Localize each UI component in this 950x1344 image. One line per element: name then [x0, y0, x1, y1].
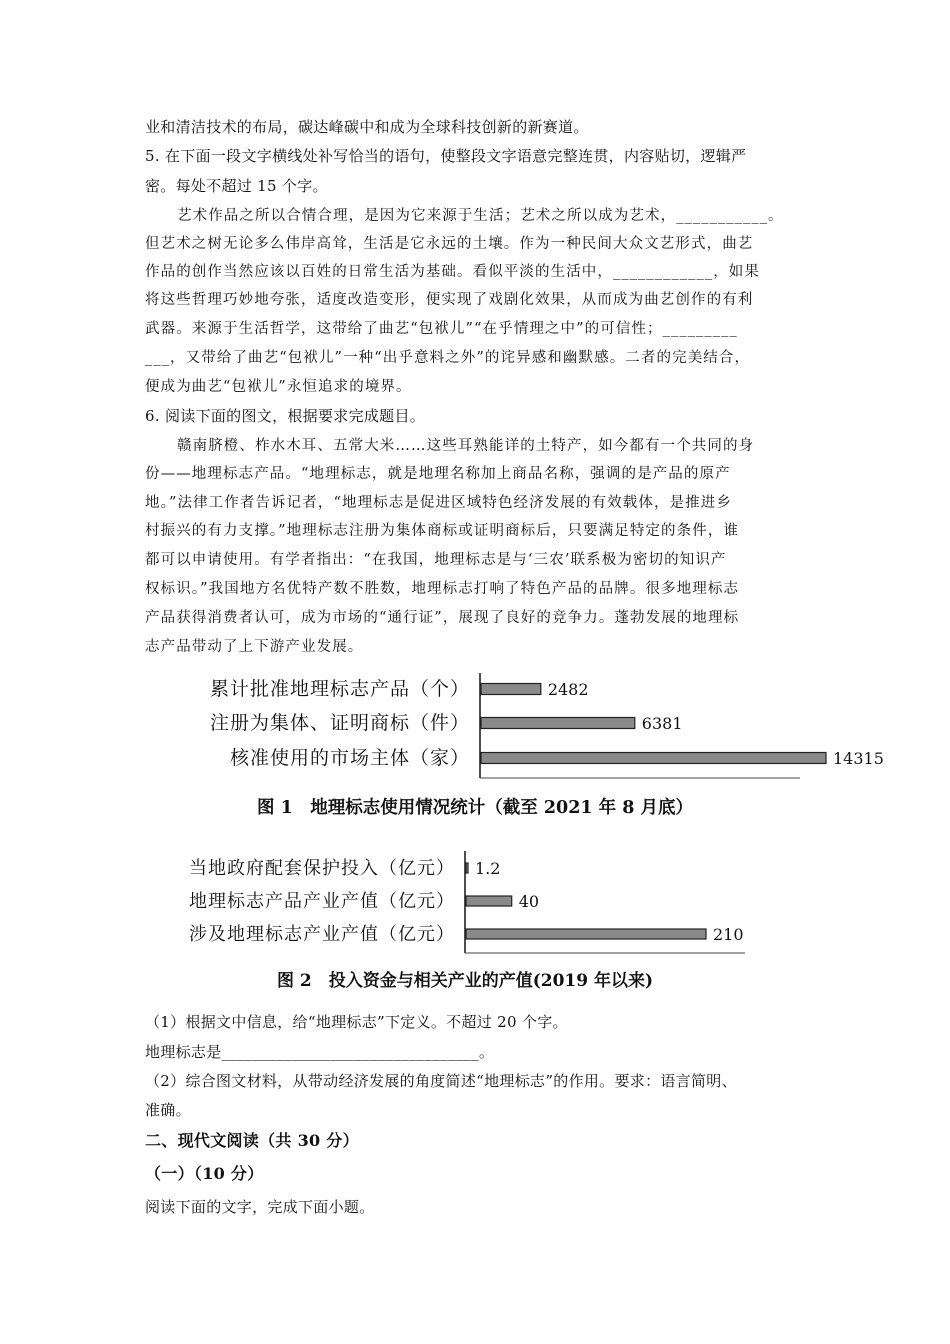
- reading-line-2: 份——地理标志产品。“地理标志，就是地理名称加上商品名称，强调的是产品的原产: [145, 466, 731, 482]
- chart-2-category-label: 当地政府配套保护投入（亿元）: [189, 858, 455, 879]
- passage-line-6: ___，又带给了曲艺“包袱儿”一种“出乎意料之外”的诧异感和幽默感。二者的完美结合，: [145, 350, 751, 366]
- question-5-prompt-cont: 密。每处不超过 15 个字。: [145, 177, 328, 195]
- question-5-prompt: 5. 在下面一段文字横线处补写恰当的语句，使整段文字语意完整连贯，内容贴切，逻辑严: [145, 147, 747, 165]
- chart-2-value-label: 40: [518, 892, 540, 911]
- chart-2-category-label: 涉及地理标志产业产值（亿元）: [189, 924, 455, 945]
- passage-line-4: 将这些哲理巧妙地夸张，适度改造变形，便实现了戏剧化效果，从而成为曲艺创作的有利: [145, 292, 754, 308]
- passage-line-2: 但艺术之树无论多么伟岸高耸，生活是它永远的土壤。作为一种民间大众文艺形式，曲艺: [145, 236, 754, 252]
- chart-2-bar: [466, 896, 512, 906]
- passage-line-1: 艺术作品之所以合情合理，是因为它来源于生活；艺术之所以成为艺术，___________。: [177, 208, 784, 224]
- figure-2-svg: [145, 843, 805, 1003]
- passage-line-5: 武器。来源于生活哲学，这带给了曲艺“包袱儿”“在乎情理之中”的可信性；_________: [145, 321, 738, 337]
- figure-2-chart: [145, 843, 805, 1003]
- subquestion-2: （2）综合图文材料，从带动经济发展的角度简述“地理标志”的作用。要求：语言简明、: [145, 1072, 737, 1090]
- subquestion-1: （1）根据文中信息，给“地理标志”下定义。不超过 20 个字。: [145, 1013, 568, 1031]
- chart-2-value-label: 210: [713, 925, 744, 944]
- reading-instruction: 阅读下面的文字，完成下面小题。: [145, 1198, 375, 1216]
- text-line-intro: 业和清洁技术的布局，碳达峰碳中和成为全球科技创新的新赛道。: [145, 118, 589, 136]
- reading-line-5: 都可以申请使用。有学者指出：“在我国，地理标志是与‘三农’联系极为密切的知识产: [145, 552, 727, 568]
- chart-1-category-label: 累计批准地理标志产品（个）: [209, 678, 470, 700]
- chart-1-value-label: 2482: [547, 680, 589, 699]
- reading-line-4: 村振兴的有力支撑。”地理标志注册为集体商标或证明商标后，只要满足特定的条件，谁: [145, 523, 740, 539]
- reading-line-1: 赣南脐橙、柞水木耳、五常大米……这些耳熟能详的土特产，如今都有一个共同的身: [177, 438, 755, 454]
- reading-line-6: 权标识。”我国地方名优特产数不胜数，地理标志打响了特色产品的品牌。很多地理标志: [145, 581, 740, 597]
- subsection-heading: （一）（10 分）: [145, 1164, 264, 1183]
- chart-2-bar: [466, 929, 706, 939]
- passage-line-7: 便成为曲艺“包袱儿”永恒追求的境界。: [145, 379, 412, 395]
- subquestion-2-cont: 准确。: [145, 1101, 191, 1119]
- reading-line-3: 地。”法律工作者告诉记者，“地理标志是促进区域特色经济发展的有效载体，是推进乡: [145, 495, 732, 511]
- chart-1-title: 图 1 地理标志使用情况统计（截至 2021 年 8 月底）: [256, 798, 694, 818]
- figure-1-chart: [145, 665, 884, 830]
- passage-line-3: 作品的创作当然应该以百姓的日常生活为基础。看似平淡的生活中，____________，如果: [145, 264, 760, 280]
- section-heading: 二、现代文阅读（共 30 分）: [145, 1131, 359, 1150]
- chart-1-value-label: 14315: [833, 749, 884, 768]
- chart-1-category-label: 注册为集体、证明商标（件）: [209, 712, 470, 734]
- chart-1-category-label: 核准使用的市场主体（家）: [229, 747, 470, 769]
- chart-1-bar: [481, 753, 826, 764]
- chart-1-bar: [481, 718, 635, 729]
- chart-2-bar: [466, 863, 468, 873]
- question-6-prompt: 6. 阅读下面的图文，根据要求完成题目。: [145, 407, 426, 425]
- chart-2-title: 图 2 投入资金与相关产业的产值(2019 年以来): [276, 971, 654, 991]
- chart-1-value-label: 6381: [641, 714, 683, 733]
- reading-line-7: 产品获得消费者认可，成为市场的“通行证”，展现了良好的竞争力。蓬勃发展的地理标: [145, 610, 740, 626]
- chart-2-value-label: 1.2: [475, 859, 501, 878]
- figure-1-svg: [145, 665, 884, 830]
- chart-1-bar: [481, 684, 541, 695]
- reading-line-8: 志产品带动了上下游产业发展。: [145, 639, 364, 655]
- subquestion-1-answer-line: 地理标志是_________________________________。: [145, 1043, 495, 1061]
- chart-2-category-label: 地理标志产品产业产值（亿元）: [189, 891, 455, 912]
